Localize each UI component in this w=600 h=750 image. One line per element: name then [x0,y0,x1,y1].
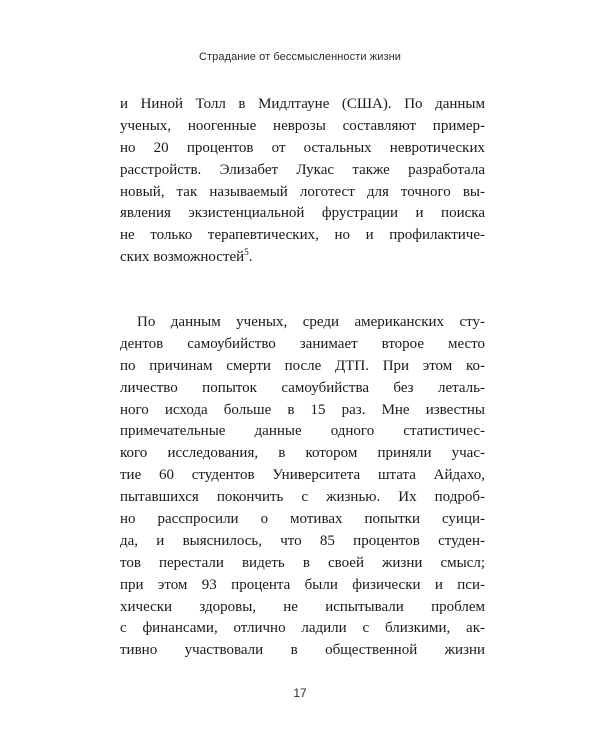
text-line: но 20 процентов от остальных невротических [120,139,485,156]
text-line: тивно участвовали в общественной жизни [120,642,485,659]
text-line: тов перестали видеть в своей жизни смысл; [120,554,485,571]
text-line: явления экзистенциальной фрустрации и поиска [120,205,485,222]
footnote-reference[interactable]: 5 [244,247,249,258]
text-line: расстройств. Элизабет Лукас также разработала [120,161,485,178]
text-line: дентов самоубийство занимает второе место [120,335,485,352]
text-line: при этом 93 процента были физически и пси- [120,576,485,593]
running-title: Страдание от бессмысленности жизни [198,51,402,63]
text-line-last [120,247,485,269]
text-line: по причинам смерти после ДТП. При этом ко- [120,357,485,374]
text-line: ученых, ноогенные неврозы составляют пример- [120,117,485,134]
text-line: с финансами, отлично ладили с близкими, ак- [120,620,485,637]
paragraph [120,94,485,269]
page-number: 17 [293,686,307,700]
text-line: да, и выяснилось, что 85 процентов студен- [120,532,485,549]
text-line: пытавшихся покончить с жизнью. Их подроб- [120,489,485,506]
text-line: кого исследования, в котором приняли учас- [120,445,485,462]
text-line-first: По данным ученых, среди американских сту- [137,314,485,330]
text-line: новый, так называемый логотест для точного вы- [120,183,485,200]
text-line: тие 60 студентов Университета штата Айдахо, [120,467,485,484]
last-line-text: ских возможностей [120,249,245,266]
last-line-punctuation: . [248,249,253,266]
text-line: ного исхода больше в 15 раз. Мне известны [120,401,485,418]
text-line: не только терапевтических, но и профилактиче- [120,227,485,244]
text-line: и Ниной Толл в Мидлтауне (США). По данным [120,96,485,112]
text-line: личество попыток самоубийства без леталь- [120,379,485,396]
text-line: хически здоровы, не испытывали проблем [120,598,485,615]
text-line: примечательные данные одного статистичес- [120,423,485,440]
paragraph [120,312,485,662]
text-line: но расспросили о мотивах попытки суици- [120,511,485,528]
